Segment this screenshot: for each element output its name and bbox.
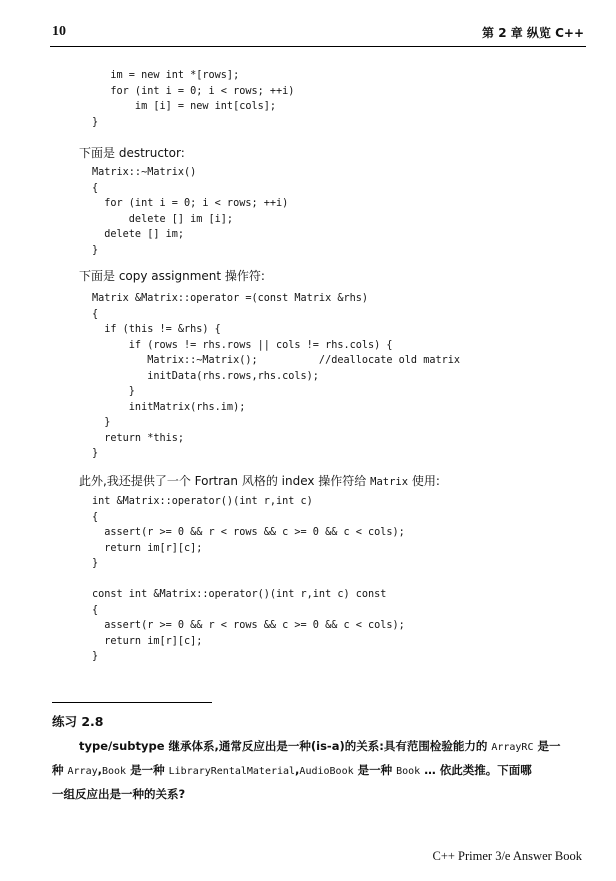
exercise-line2-code-book2: Book — [396, 766, 421, 777]
exercise-separator-rule — [52, 702, 212, 703]
exercise-line2-part-c: 是一种 — [126, 763, 169, 777]
exercise-line1-part-b: 是一 — [533, 739, 561, 753]
page-footer: C++ Primer 3/e Answer Book — [432, 849, 582, 863]
destructor-intro-prefix: 下面是 — [79, 146, 119, 160]
header-rule — [50, 46, 586, 47]
index-intro-middle2: 操作符给 — [314, 474, 371, 488]
index-intro-term: Fortran — [194, 474, 238, 488]
exercise-line1-part-a: type/subtype 继承体系,通常反应出是一种(is-a)的关系:具有范围检验能力的 — [79, 739, 492, 753]
index-intro-suffix: 使用: — [408, 474, 440, 488]
copy-assignment-intro-suffix: 操作符: — [221, 269, 265, 283]
exercise-line2-part-d: , — [295, 763, 300, 777]
exercise-line1-code: ArrayRC — [491, 742, 534, 753]
exercise-title: 练习 2.8 — [52, 714, 104, 729]
exercise-text-line-1 — [79, 738, 561, 754]
index-intro-term2: index — [281, 474, 315, 488]
page-number: 10 — [52, 24, 66, 39]
exercise-line2-code-audiobook: AudioBook — [299, 766, 354, 777]
index-intro-code: Matrix — [370, 476, 409, 488]
index-intro-prefix: 此外,我还提供了一个 — [79, 474, 195, 488]
exercise-text-line-2 — [52, 762, 532, 778]
copy-assignment-intro-prefix: 下面是 — [79, 269, 119, 283]
code-block-init-tail: im = new int *[rows]; for (int i = 0; i < rows; ++i) im [i] = new int[cols]; } — [92, 70, 295, 128]
destructor-intro-suffix: : — [180, 146, 185, 160]
chapter-heading: 第 2 章 纵览 C++ — [482, 26, 584, 40]
code-block-copy-assignment: Matrix &Matrix::operator =(const Matrix &rhs) { if (this != &rhs) { if (rows != rhs.rows || cols != rhs.cols) { Matrix::~Matrix(); //deallocate old matrix initData(rhs.rows,rhs.cols); } initMatrix(rhs.im); } return *this; } — [92, 293, 461, 459]
exercise-line2-part-a: 种 — [52, 763, 68, 777]
exercise-line2-part-e: 是一种 — [353, 763, 397, 777]
exercise-line2-code-book: Book — [102, 766, 127, 777]
index-operator-intro — [79, 472, 440, 489]
exercise-line2-part-f: … 依此类推。下面哪 — [420, 763, 532, 777]
copy-assignment-intro-term: copy assignment — [118, 269, 222, 283]
copy-assignment-intro — [79, 267, 265, 284]
exercise-line2-part-b: , — [97, 763, 102, 777]
exercise-line2-code-array: Array — [67, 766, 98, 777]
destructor-intro — [79, 144, 185, 161]
index-intro-middle: 风格的 — [238, 474, 282, 488]
exercise-line2-code-library: LibraryRentalMaterial — [168, 766, 296, 777]
destructor-intro-term: destructor — [118, 146, 181, 160]
code-block-destructor: Matrix::~Matrix() { for (int i = 0; i < rows; ++i) delete [] im [i]; delete [] im; } — [92, 167, 289, 256]
code-block-index-operators: int &Matrix::operator()(int r,int c) { assert(r >= 0 && r < rows && c >= 0 && c < cols); return im[r][c]; } const int &Matrix::operator()(int r,int c) const { assert(r >= 0 && r < rows && c >= 0 && c < cols); return im[r][c]; } — [92, 496, 405, 662]
exercise-text-line-3: 一组反应出是一种的关系? — [52, 787, 186, 801]
